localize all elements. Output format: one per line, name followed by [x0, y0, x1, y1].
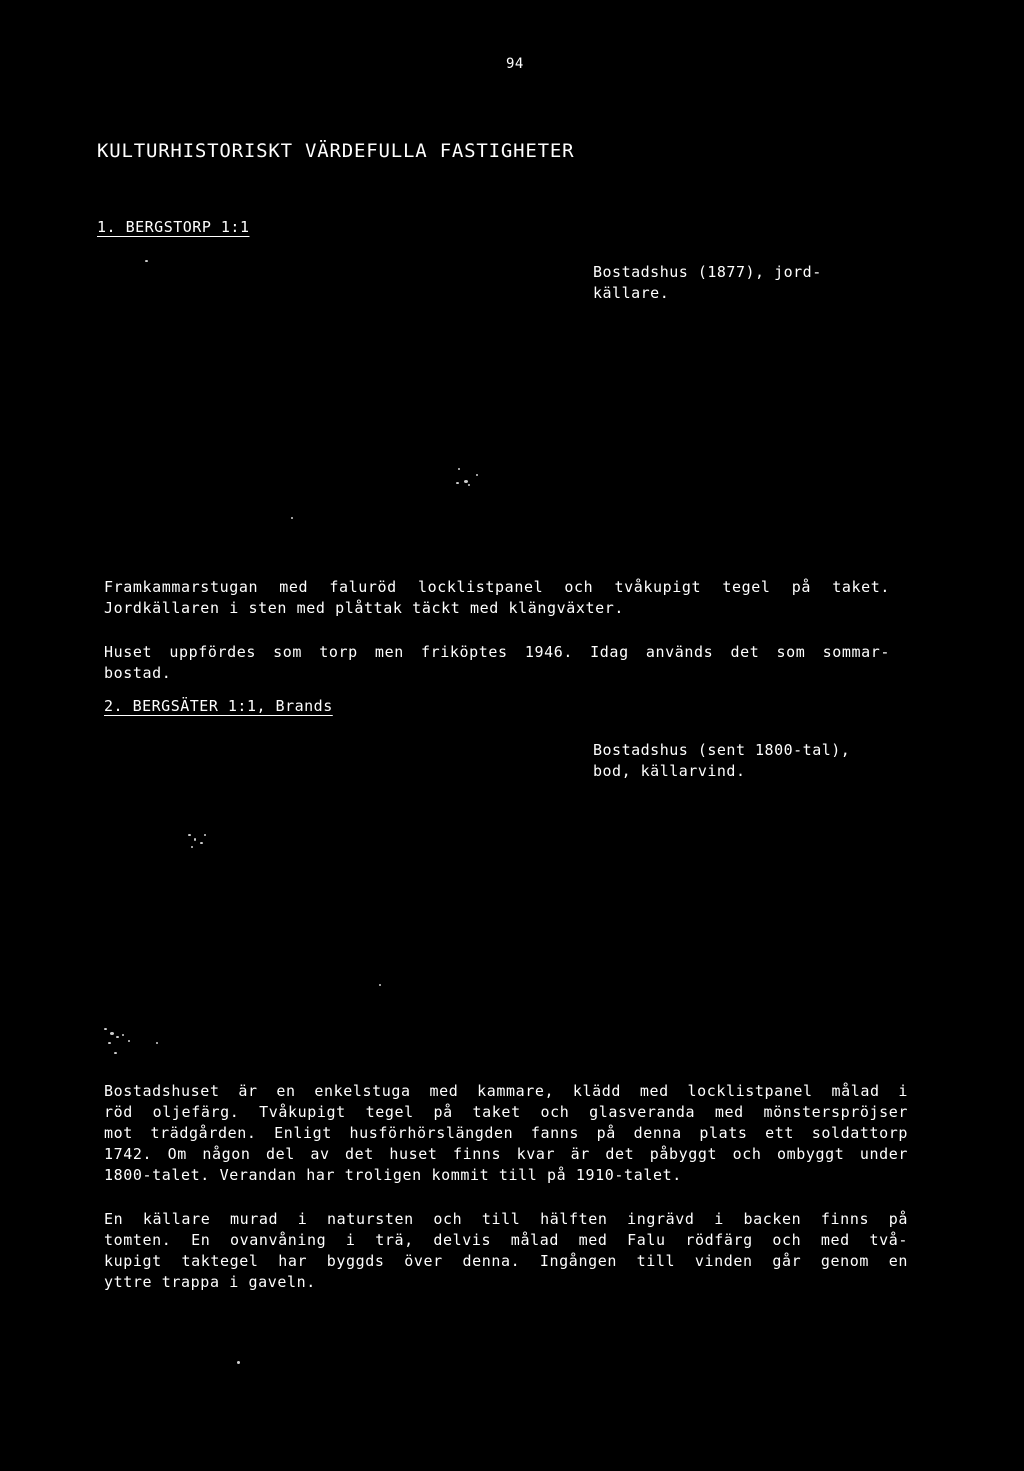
scan-speck — [194, 838, 196, 841]
paragraph-line: mot trädgården. Enligt husförhörslängden fanns på denna plats ett soldattorp — [104, 1124, 908, 1142]
scan-speck — [476, 474, 478, 476]
paragraph-bergstorp-history — [104, 642, 890, 684]
scan-speck — [191, 846, 193, 848]
paragraph-line: Jordkällaren i sten med plåttak täckt med klängväxter. — [104, 599, 625, 617]
scan-speck — [291, 517, 293, 519]
scan-speck — [188, 834, 191, 836]
entry-summary-bergstorp — [593, 262, 822, 304]
paragraph-line: bostad. — [104, 664, 172, 682]
scan-speck — [114, 1052, 117, 1054]
paragraph-line: tomten. En ovanvåning i trä, delvis målad med Falu rödfärg och med två- — [104, 1231, 908, 1249]
scan-speck — [122, 1034, 124, 1036]
page-number: 94 — [506, 56, 524, 72]
scan-speck — [468, 484, 470, 486]
scan-speck — [108, 1042, 111, 1044]
scan-speck — [456, 482, 459, 484]
paragraph-line: röd oljefärg. Tvåkupigt tegel på taket och glasveranda med mönsterspröjser — [104, 1103, 908, 1121]
paragraph-bergsater-house — [104, 1081, 908, 1186]
photo-area-bergsater — [96, 790, 926, 1070]
scan-speck — [145, 260, 148, 262]
scan-speck — [156, 1042, 158, 1044]
summary-line: Bostadshus (1877), jord- — [593, 263, 822, 281]
scan-speck — [204, 834, 206, 836]
scan-speck — [116, 1036, 119, 1038]
entry-heading-bergsater: 2. BERGSÄTER 1:1, Brands — [104, 697, 333, 715]
summary-line: bod, källarvind. — [593, 762, 746, 780]
paragraph-line: Huset uppfördes som torp men friköptes 1946. Idag används det som sommar- — [104, 643, 890, 661]
summary-line: Bostadshus (sent 1800-tal), — [593, 741, 851, 759]
paragraph-line: Framkammarstugan med faluröd locklistpanel och tvåkupigt tegel på taket. — [104, 578, 890, 596]
scan-speck — [128, 1040, 130, 1042]
entry-heading-bergstorp: 1. BERGSTORP 1:1 — [97, 218, 250, 236]
summary-line: källare. — [593, 284, 670, 302]
paragraph-line: Bostadshuset är en enkelstuga med kammare, klädd med locklistpanel målad i — [104, 1082, 908, 1100]
photo-area-bergstorp — [96, 310, 926, 560]
paragraph-line: 1800-talet. Verandan har troligen kommit till på 1910-talet. — [104, 1166, 682, 1184]
scan-speck — [200, 842, 203, 844]
scan-speck — [464, 480, 468, 483]
scan-speck — [379, 984, 381, 986]
paragraph-line: En källare murad i natursten och till hälften ingrävd i backen finns på — [104, 1210, 908, 1228]
scan-speck — [104, 1028, 107, 1030]
scan-speck — [237, 1361, 240, 1364]
paragraph-line: 1742. Om någon del av det huset finns kvar är det påbyggt och ombyggt under — [104, 1145, 908, 1163]
scan-speck — [110, 1032, 114, 1035]
paragraph-line: yttre trappa i gaveln. — [104, 1273, 316, 1291]
scan-speck — [458, 468, 460, 470]
paragraph-bergsater-cellar — [104, 1209, 908, 1293]
paragraph-bergstorp-description — [104, 577, 890, 619]
paragraph-line: kupigt taktegel har byggds över denna. Ingången till vinden går genom en — [104, 1252, 908, 1270]
page-title: KULTURHISTORISKT VÄRDEFULLA FASTIGHETER — [97, 140, 575, 162]
entry-summary-bergsater — [593, 740, 850, 782]
